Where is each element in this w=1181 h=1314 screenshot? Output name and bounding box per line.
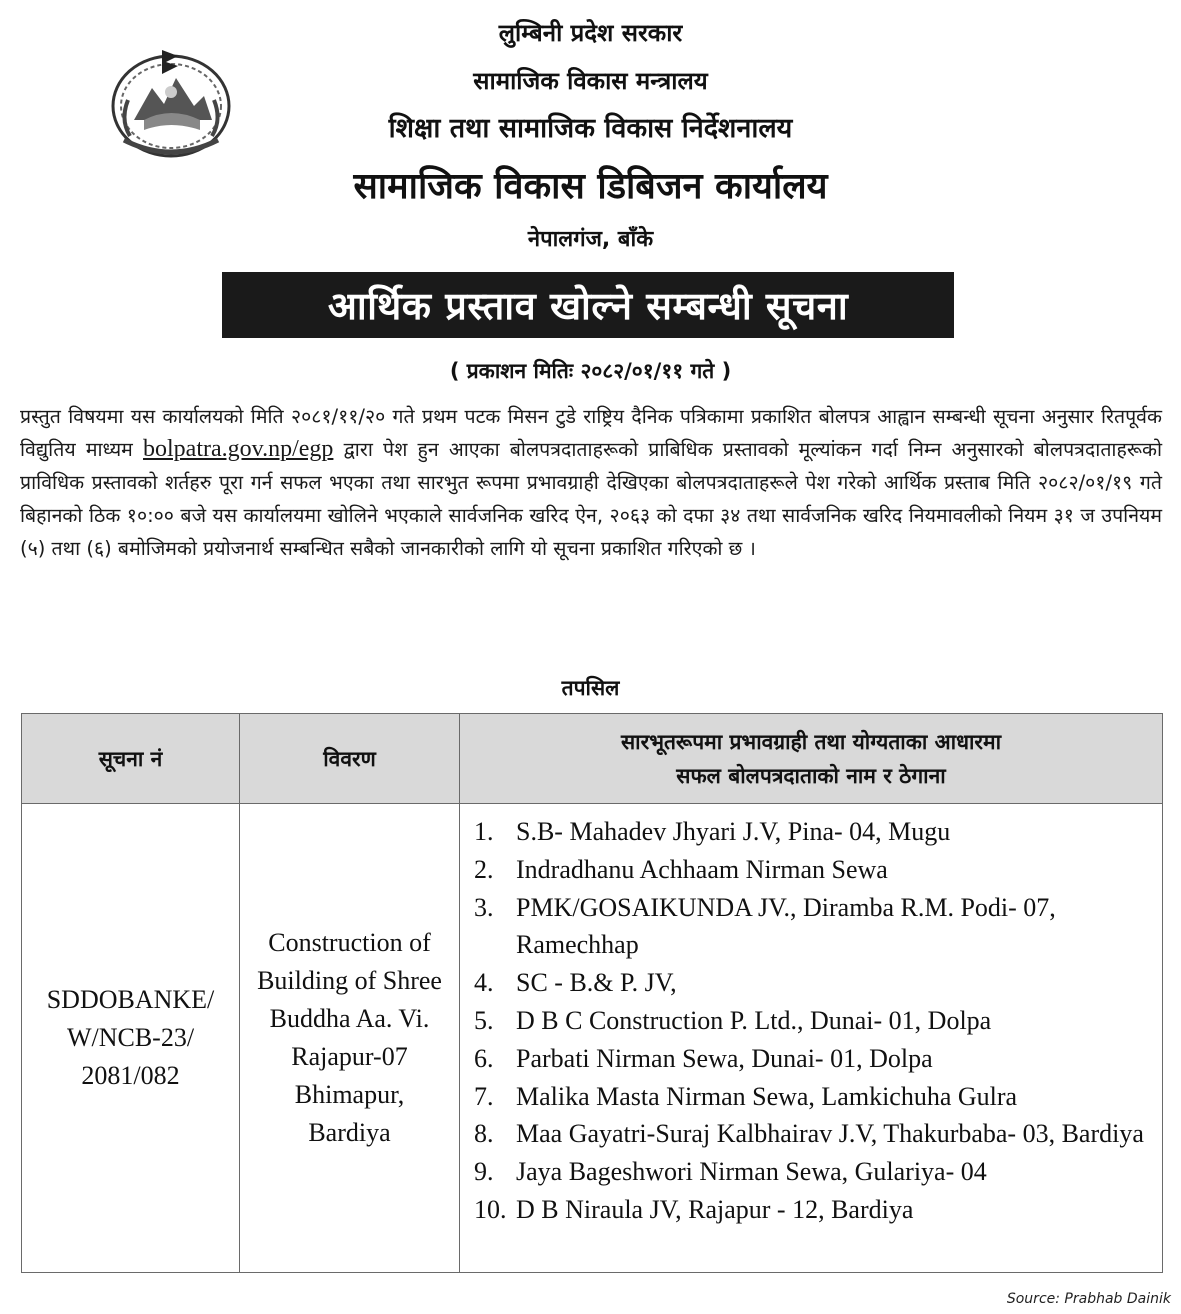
list-item	[474, 1115, 1152, 1153]
work-description: Construction of Building of Shree Buddha Aa. Vi. Rajapur-07 Bhimapur, Bardiya	[257, 928, 442, 1147]
bidder-name: Jaya Bageshwori Nirman Sewa, Gulariya- 04	[516, 1157, 987, 1187]
bidder-number: 6.	[474, 1043, 494, 1073]
body-text-part1: प्रस्तुत विषयमा यस कार्यालयको मिति २०८१/११/२० गते प्रथम पटक मिसन टुडे राष्ट्रिय दैनिक पत्रिकामा प्रकाशित बोलपत्र आह्वान सम्बन्धी सूचना अनुसार रितपूर्वक विद्युतिय माध्यम	[20, 405, 1162, 461]
header-bidders-line1: सारभूतरूपमा प्रभावग्राही तथा योग्यताका आधारमा	[620, 729, 1002, 754]
ministry-name: सामाजिक विकास मन्त्रालय	[473, 67, 708, 95]
bidder-number: 7.	[474, 1081, 494, 1111]
bidder-number: 3.	[474, 892, 494, 922]
office-name: सामाजिक विकास डिबिजन कार्यालय	[353, 166, 828, 207]
header-bidders-line2: सफल बोलपत्रदाताको नाम र ठेगाना	[676, 763, 946, 788]
list-item	[474, 1078, 1152, 1116]
bidder-number: 1.	[474, 817, 494, 846]
list-item	[474, 964, 1152, 1002]
list-item	[474, 851, 1152, 889]
body-text-part2: द्वारा पेश हुन आएका बोलपत्रदाताहरूको प्राबिधिक प्रस्तावको मूल्यांकन गर्दा निम्न अनुसारको बोलपत्रदाताहरूको प्राविधिक प्रस्तावको शर्तहरु पूरा गर्न सफल भएका तथा सारभुत रूपमा प्रभावग्राही देखिएका बोलपत्रदाताहरूले पेश गरेको आर्थिक प्रस्ताब मिति २०८२/०१/१९ गते बिहानको ठिक १०:०० बजे यस कार्यालयमा खोलिने भएकाले सार्वजनिक खरिद ऐन, २०६३ को दफा ३४ तथा सार्वजनिक खरिद नियमावलीको नियम ३१ ज उपनियम (५) तथा (६) बमोजिमको प्रयोजनार्थ सम्बन्धित सबैको जानकारीको लागि यो सूचना प्रकाशित गरिएको छ ।	[20, 438, 1163, 560]
header-description: विवरण	[240, 714, 460, 804]
bidder-name: Parbati Nirman Sewa, Dunai- 01, Dolpa	[516, 1043, 933, 1073]
bidder-name: D B Niraula JV, Rajapur - 12, Bardiya	[516, 1194, 914, 1224]
directorate-name: शिक्षा तथा सामाजिक विकास निर्देशनालय	[388, 113, 793, 144]
table-header-row	[22, 714, 1163, 804]
bidder-name: D B C Construction P. Ltd., Dunai- 01, Dolpa	[516, 1005, 992, 1035]
publication-date: ( प्रकाशन मितिः २०८२/०१/११ गते )	[449, 359, 732, 383]
table-row	[22, 804, 1163, 1273]
list-item	[474, 1002, 1152, 1040]
description-cell	[240, 804, 460, 1273]
bidder-name: S.B- Mahadev Jhyari J.V, Pina- 04, Mugu	[516, 817, 951, 846]
bidder-name: PMK/GOSAIKUNDA JV., Diramba R.M. Podi- 07, Ramechhap	[516, 892, 1056, 960]
list-item	[474, 889, 1152, 965]
bidder-number: 8.	[474, 1119, 494, 1149]
list-item	[474, 1040, 1152, 1078]
bidder-number: 2.	[474, 854, 494, 884]
bidder-number: 9.	[474, 1157, 494, 1187]
bidder-number: 4.	[474, 968, 494, 998]
bidders-table	[21, 713, 1163, 1273]
source-credit: Source: Prabhab Dainik	[1006, 1291, 1171, 1307]
notice-title	[222, 272, 954, 338]
notice-number-cell	[22, 804, 240, 1273]
province-government: लुम्बिनी प्रदेश सरकार	[498, 19, 683, 47]
notice-title-text: आर्थिक प्रस्ताव खोल्ने सम्बन्धी सूचना	[327, 284, 849, 328]
bidders-cell	[460, 804, 1163, 1273]
list-item	[474, 1191, 1152, 1229]
tapsil-heading: तपसिल	[561, 676, 620, 700]
header-bidders	[460, 714, 1163, 804]
bidder-name: Maa Gayatri-Suraj Kalbhairav J.V, Thakurbaba- 03, Bardiya	[516, 1119, 1144, 1149]
notice-number: SDDOBANKE/ W/NCB-23/ 2081/082	[46, 985, 215, 1090]
bidder-list	[474, 813, 1152, 1229]
bidder-name: SC - B.& P. JV,	[516, 968, 677, 998]
nepal-government-emblem	[104, 40, 238, 164]
bidder-number: 10.	[474, 1194, 507, 1224]
header-notice-no: सूचना नं	[22, 714, 240, 804]
bolpatra-url-link[interactable]: bolpatra.gov.np/egp	[143, 436, 334, 462]
bidder-number: 5.	[474, 1005, 494, 1035]
office-location: नेपालगंज, बाँके	[527, 227, 654, 252]
bidder-name: Indradhanu Achhaam Nirman Sewa	[516, 854, 888, 884]
list-item	[474, 813, 1152, 851]
bidder-name: Malika Masta Nirman Sewa, Lamkichuha Gulra	[516, 1081, 1018, 1111]
list-item	[474, 1153, 1152, 1191]
notice-body	[20, 400, 1162, 565]
